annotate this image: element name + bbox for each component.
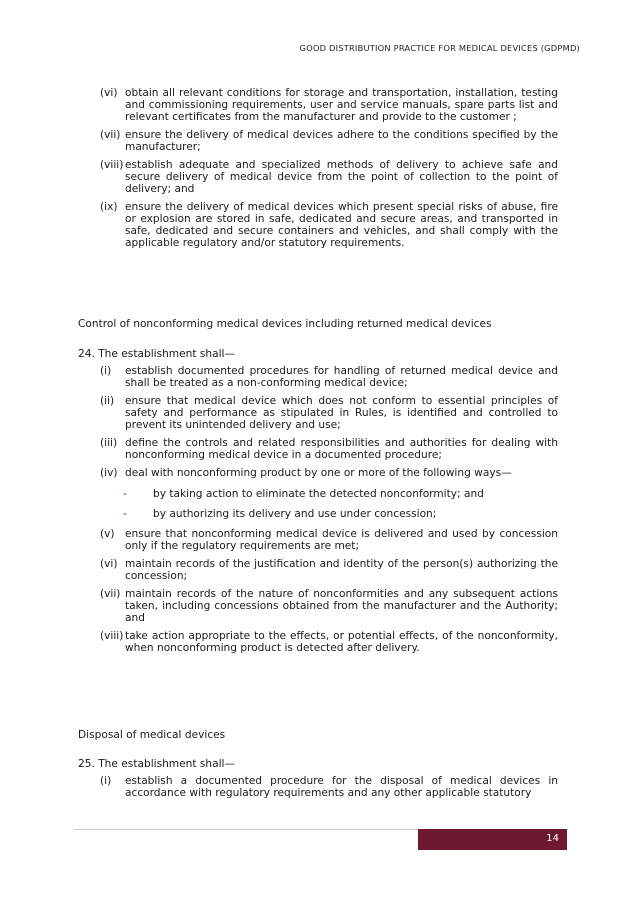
item-text: ensure that nonconforming medical device is delivered and used by concession only if the regulatory requirements are met; — [125, 528, 558, 552]
dash-item — [100, 508, 558, 520]
item-text: establish adequate and specialized methods of delivery to achieve safe and secure delivery of medical device from the point of collection to the point of delivery; and — [125, 159, 558, 195]
list-item — [100, 87, 558, 123]
dash-text: by authorizing its delivery and use under concession; — [153, 508, 437, 520]
section-heading: Control of nonconforming medical devices including returned medical devices — [78, 318, 492, 330]
list-item — [100, 201, 558, 249]
item-number: (vi) — [100, 558, 118, 570]
page-number-box — [418, 829, 567, 850]
clause-lead: 25. The establishment shall— — [78, 758, 236, 770]
clause-24-list — [100, 365, 558, 660]
dash-item — [100, 488, 558, 500]
item-text: ensure the delivery of medical devices which present special risks of abuse, fire or explosion are stored in safe, dedicated and secure areas, and transported in safe, dedicated and secure containers and vehicles, and shall comply with the applicable regulatory and/or statutory requirements. — [125, 201, 558, 249]
list-item — [100, 630, 558, 654]
dash-marker: - — [123, 508, 127, 520]
item-text: maintain records of the nature of nonconformities and any subsequent actions taken, including concessions obtained from the manufacturer and the Authority; and — [125, 588, 558, 624]
list-item — [100, 159, 558, 195]
item-text: ensure that medical device which does not conform to essential principles of safety and performance as stipulated in Rules, is identified and controlled to prevent its unintended delivery and use; — [125, 395, 558, 431]
item-text: establish documented procedures for handling of returned medical device and shall be treated as a non-conforming medical device; — [125, 365, 558, 389]
item-number: (v) — [100, 528, 115, 540]
item-number: (vi) — [100, 87, 118, 99]
list-item — [100, 365, 558, 389]
list-item — [100, 467, 558, 479]
item-text: obtain all relevant conditions for storage and transportation, installation, testing and commissioning requirements, user and service manuals, spare parts list and relevant certificates from the manufacturer and provide to the customer ; — [125, 87, 558, 123]
list-item — [100, 588, 558, 624]
item-number: (i) — [100, 775, 112, 787]
item-number: (iii) — [100, 437, 118, 449]
item-number: (ix) — [100, 201, 118, 213]
list-item — [100, 395, 558, 431]
running-header: GOOD DISTRIBUTION PRACTICE FOR MEDICAL DEVICES (GDPMD) — [299, 43, 580, 53]
item-number: (iv) — [100, 467, 118, 479]
dash-marker: - — [123, 488, 127, 500]
list-item — [100, 775, 558, 799]
item-text: take action appropriate to the effects, or potential effects, of the nonconformity, when nonconforming product is detected after delivery. — [125, 630, 558, 654]
clause-25-list — [100, 775, 558, 805]
item-number: (viii) — [100, 630, 124, 642]
item-text: define the controls and related responsibilities and authorities for dealing with nonconforming medical device in a documented procedure; — [125, 437, 558, 461]
dash-text: by taking action to eliminate the detected nonconformity; and — [153, 488, 484, 500]
continued-list — [100, 87, 558, 255]
item-number: (vii) — [100, 588, 121, 600]
list-item — [100, 129, 558, 153]
item-text: ensure the delivery of medical devices adhere to the conditions specified by the manufacturer; — [125, 129, 558, 153]
list-item — [100, 528, 558, 552]
item-number: (vii) — [100, 129, 121, 141]
item-number: (i) — [100, 365, 112, 377]
item-text: deal with nonconforming product by one or more of the following ways— — [125, 467, 512, 479]
list-item — [100, 437, 558, 461]
clause-lead: 24. The establishment shall— — [78, 348, 236, 360]
section-heading: Disposal of medical devices — [78, 729, 226, 741]
list-item — [100, 558, 558, 582]
item-text: establish a documented procedure for the disposal of medical devices in accordance with regulatory requirements and any other applicable statutory — [125, 775, 558, 799]
item-text: maintain records of the justification and identity of the person(s) authorizing the concession; — [125, 558, 558, 582]
item-number: (viii) — [100, 159, 124, 171]
item-number: (ii) — [100, 395, 115, 407]
page-number: 14 — [546, 833, 559, 844]
